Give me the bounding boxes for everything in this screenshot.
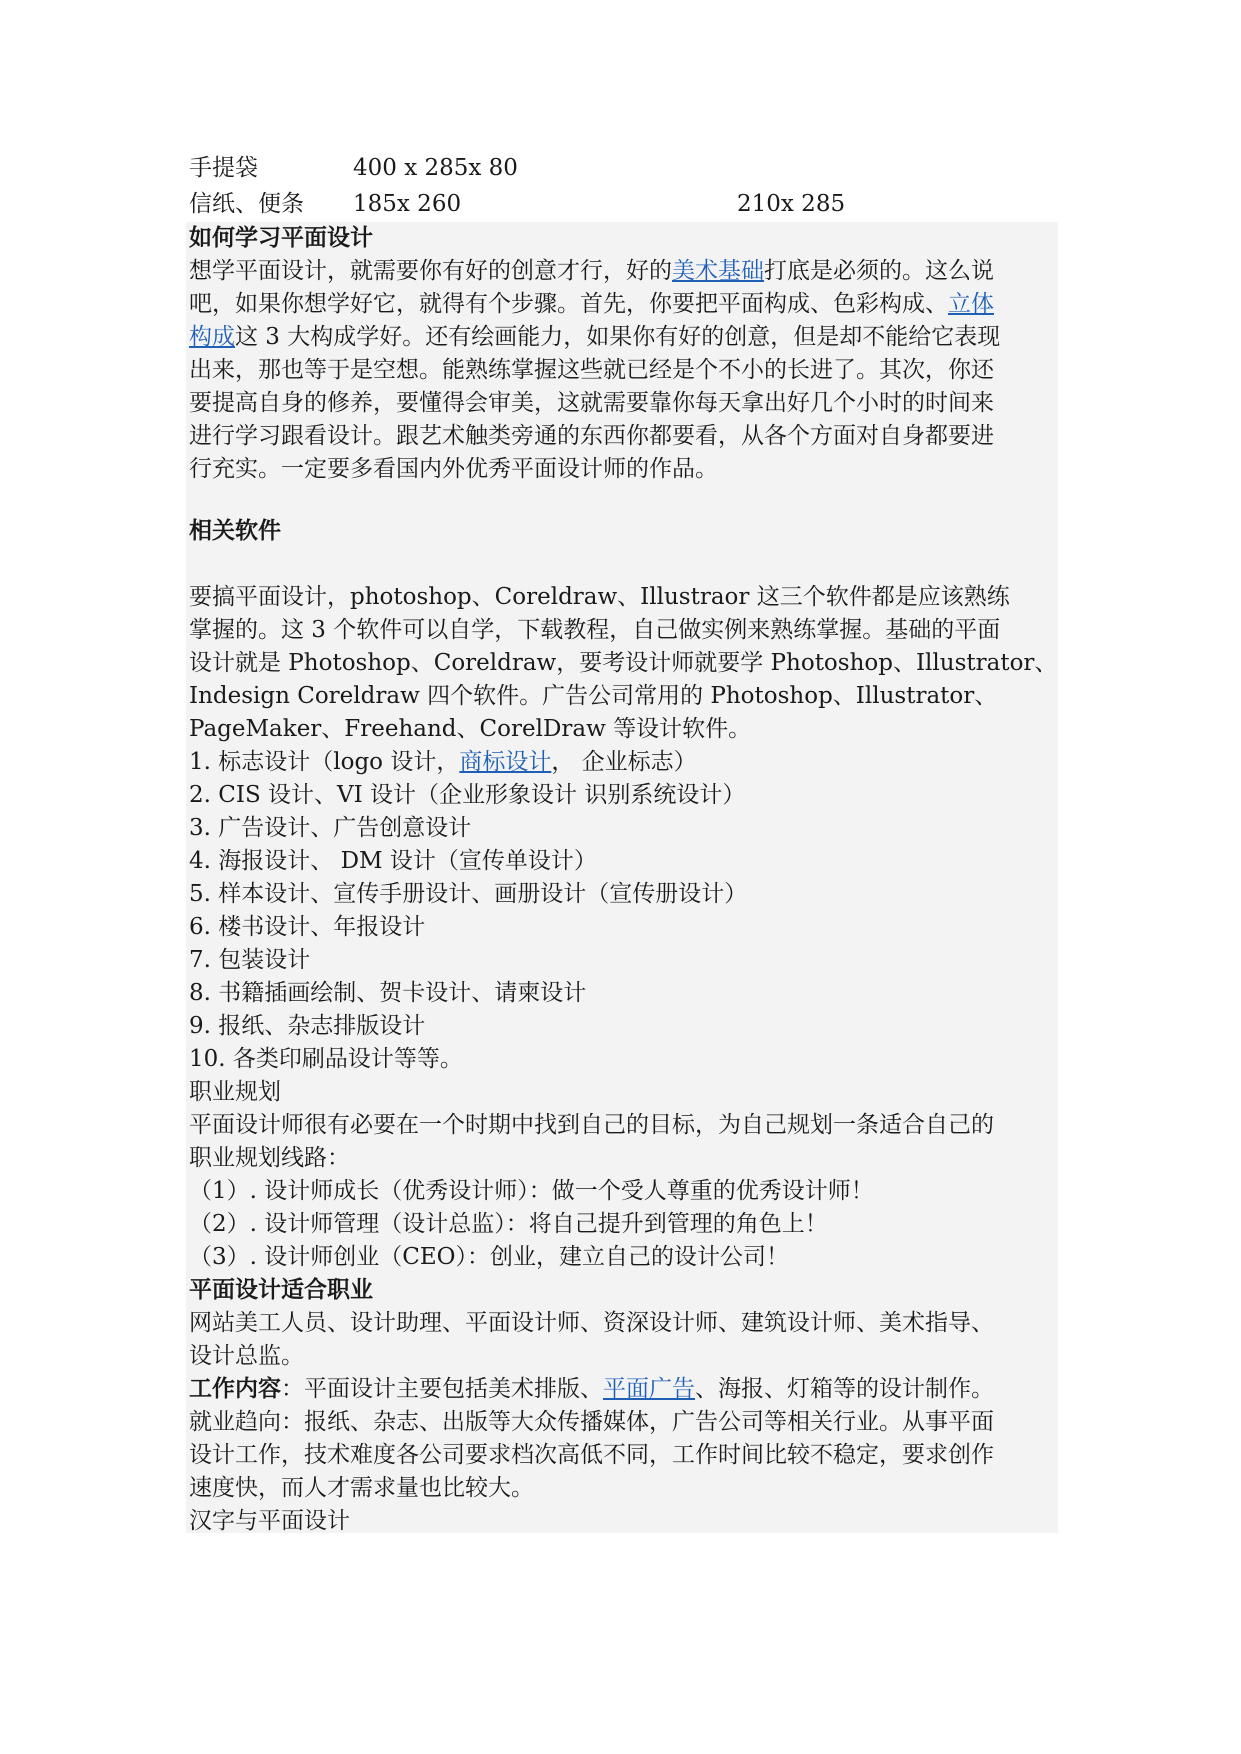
- size-item: 信纸、便条: [189, 191, 304, 217]
- paragraph-line: 平面设计师很有必要在一个时期中找到自己的目标，为自己规划一条适合自己的: [189, 1112, 994, 1138]
- list-item: 2. CIS 设计、VI 设计（企业形象设计 识别系统设计）: [189, 782, 746, 808]
- list-item: 6. 楼书设计、年报设计: [189, 914, 426, 940]
- paragraph-line: PageMaker、Freehand、CorelDraw 等设计软件。: [189, 716, 752, 742]
- paragraph-line: [189, 1373, 994, 1406]
- link-art-basics[interactable]: 美术基础: [672, 258, 764, 284]
- text-span: 想学平面设计，就需要你有好的创意才行，好的: [189, 258, 672, 284]
- text-span: 、海报、灯箱等的设计制作。: [695, 1376, 994, 1402]
- career-step: （2）. 设计师管理（设计总监）：将自己提升到管理的角色上！: [189, 1211, 828, 1237]
- size-value: 400 x 285x 80: [353, 155, 518, 181]
- list-item: 8. 书籍插画绘制、贺卡设计、请柬设计: [189, 980, 587, 1006]
- work-label: 工作内容: [189, 1376, 281, 1402]
- text-span: 吧，如果你想学好它，就得有个步骤。首先，你要把平面构成、色彩构成、: [189, 291, 948, 317]
- career-step: （3）. 设计师创业（CEO）：创业，建立自己的设计公司！: [189, 1244, 789, 1270]
- size-item: 手提袋: [189, 155, 258, 181]
- link-print-ads[interactable]: 平面广告: [603, 1376, 695, 1402]
- heading-software: 相关软件: [189, 518, 281, 544]
- paragraph-line: [189, 255, 994, 288]
- text-span: 这 3 大构成学好。还有绘画能力，如果你有好的创意，但是却不能给它表现: [235, 324, 1001, 350]
- size-row-handbag: [189, 152, 518, 185]
- list-item: 9. 报纸、杂志排版设计: [189, 1013, 426, 1039]
- list-item: 10. 各类印刷品设计等等。: [189, 1046, 463, 1072]
- paragraph-line: 设计总监。: [189, 1343, 304, 1369]
- list-item: 3. 广告设计、广告创意设计: [189, 815, 472, 841]
- list-item: [189, 746, 697, 779]
- link-3d-composition[interactable]: 立体: [948, 291, 994, 317]
- paragraph-line: [189, 288, 994, 321]
- list-item: 5. 样本设计、宣传手册设计、画册设计（宣传册设计）: [189, 881, 748, 907]
- heading-career: 职业规划: [189, 1079, 281, 1105]
- size-row-letter: [189, 188, 846, 221]
- paragraph-line: 职业规划线路：: [189, 1145, 350, 1171]
- paragraph-line: 要搞平面设计，photoshop、Coreldraw、Illustraor 这三个软件都是应该熟练: [189, 584, 1010, 610]
- paragraph-line: 速度快，而人才需求量也比较大。: [189, 1475, 534, 1501]
- heading-jobs: 平面设计适合职业: [189, 1277, 373, 1303]
- heading-learn: 如何学习平面设计: [189, 225, 373, 251]
- link-trademark-design[interactable]: 商标设计: [459, 749, 552, 775]
- link-3d-composition-cont[interactable]: 构成: [189, 324, 235, 350]
- section-title-chinese-characters: 汉字与平面设计: [189, 1508, 350, 1534]
- career-step: （1）. 设计师成长（优秀设计师）：做一个受人尊重的优秀设计师！: [189, 1178, 874, 1204]
- size-value: 185x 260: [353, 191, 462, 217]
- paragraph-line: 要提高自身的修养，要懂得会审美，这就需要靠你每天拿出好几个小时的时间来: [189, 390, 994, 416]
- paragraph-line: 出来，那也等于是空想。能熟练掌握这些就已经是个不小的长进了。其次，你还: [189, 357, 994, 383]
- list-item: 4. 海报设计、 DM 设计（宣传单设计）: [189, 848, 597, 874]
- text-span: ：平面设计主要包括美术排版、: [281, 1376, 603, 1402]
- list-item: 7. 包装设计: [189, 947, 311, 973]
- text-span: ， 企业标志）: [551, 749, 697, 775]
- paragraph-line: 掌握的。这 3 个软件可以自学，下载教程，自己做实例来熟练掌握。基础的平面: [189, 617, 1001, 643]
- text-span: 1. 标志设计（logo 设计，: [189, 749, 460, 775]
- size-value-alt: 210x 285: [737, 191, 846, 217]
- paragraph-line: [189, 321, 1000, 354]
- paragraph-line: 设计工作，技术难度各公司要求档次高低不同，工作时间比较不稳定，要求创作: [189, 1442, 994, 1468]
- paragraph-line: 进行学习跟看设计。跟艺术触类旁通的东西你都要看，从各个方面对自身都要进: [189, 423, 994, 449]
- paragraph-line: 行充实。一定要多看国内外优秀平面设计师的作品。: [189, 456, 718, 482]
- paragraph-line: 就业趋向：报纸、杂志、出版等大众传播媒体，广告公司等相关行业。从事平面: [189, 1409, 994, 1435]
- paragraph-line: 设计就是 Photoshop、Coreldraw，要考设计师就要学 Photoshop、Illustrator、: [189, 650, 1058, 676]
- paragraph-line: 网站美工人员、设计助理、平面设计师、资深设计师、建筑设计师、美术指导、: [189, 1310, 994, 1336]
- paragraph-line: Indesign Coreldraw 四个软件。广告公司常用的 Photoshop、Illustrator、: [189, 683, 998, 709]
- text-span: 打底是必须的。这么说: [764, 258, 994, 284]
